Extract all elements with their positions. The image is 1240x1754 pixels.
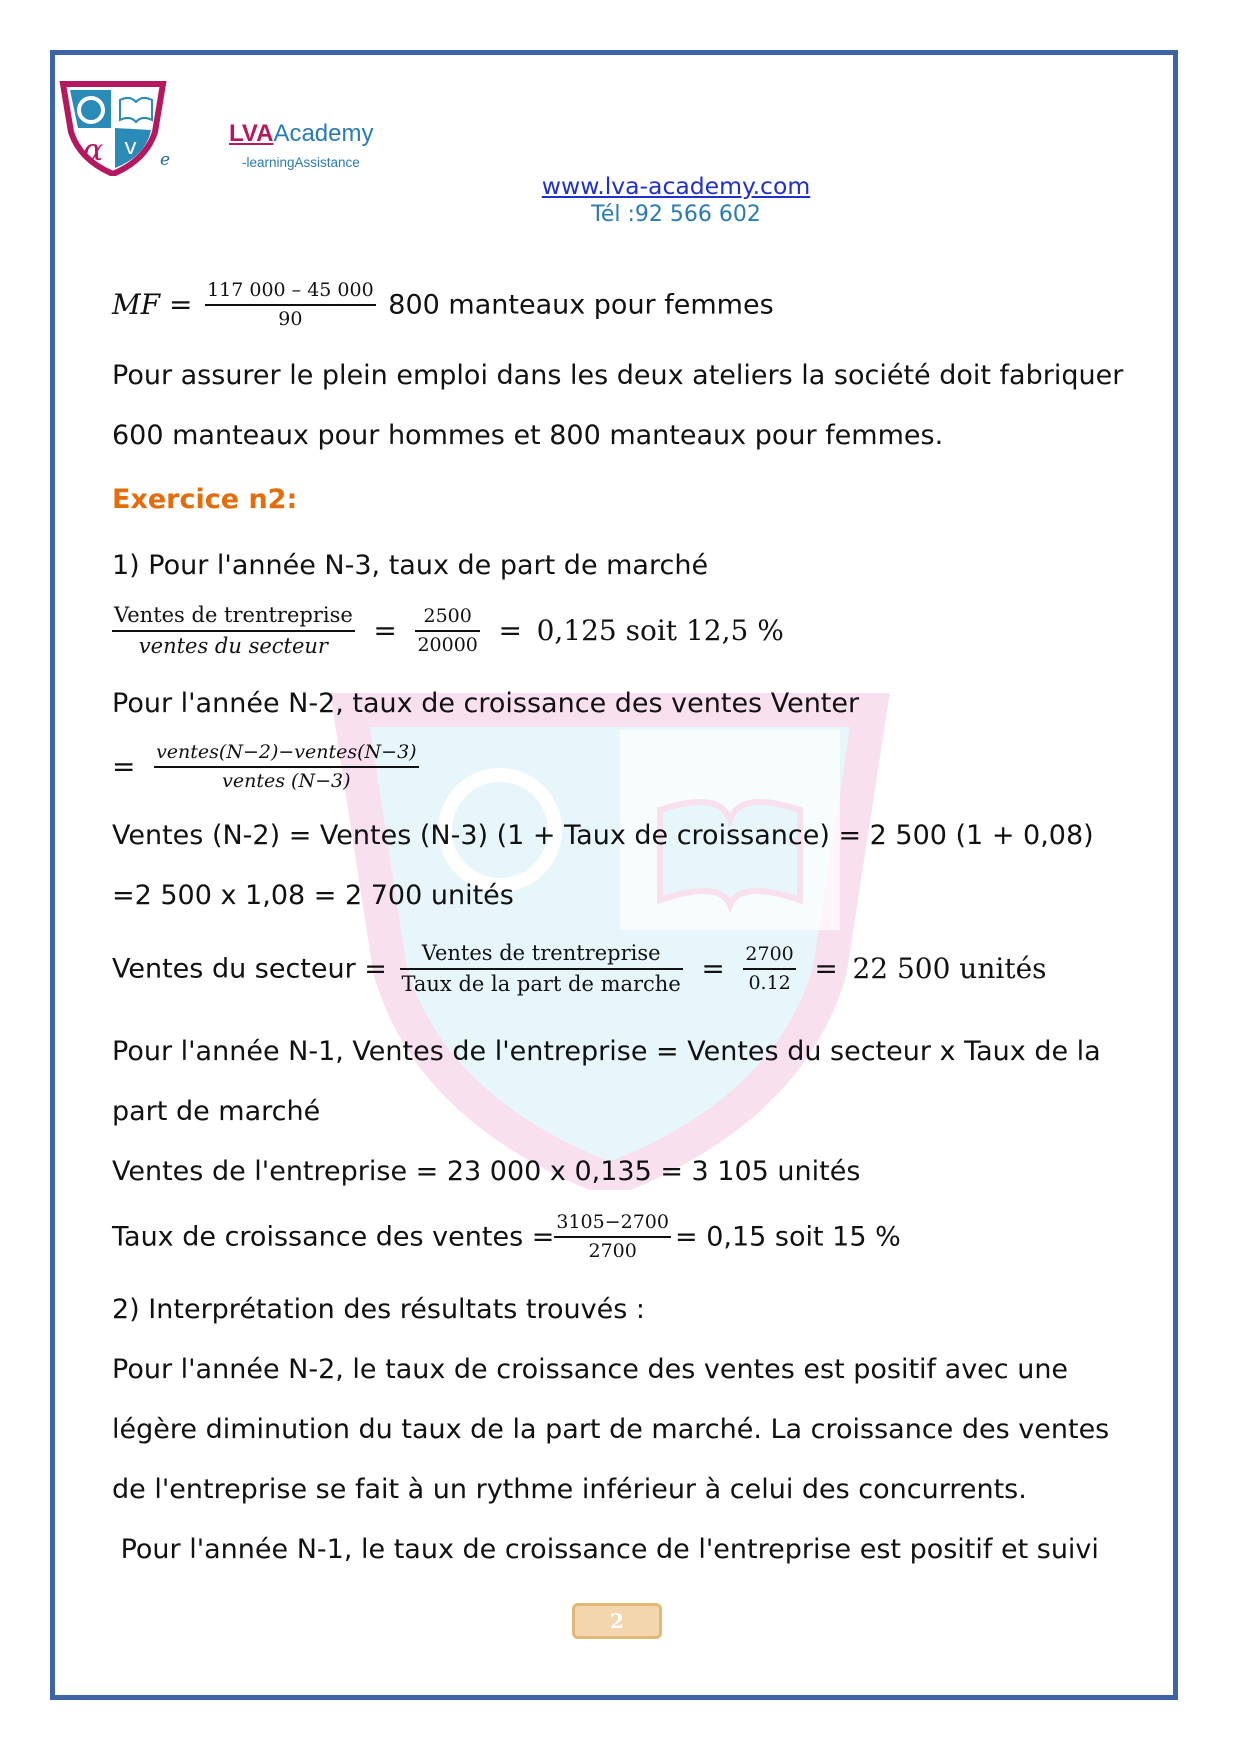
paragraph-line: =2 500 x 1,08 = 2 700 unités xyxy=(112,880,514,911)
mf-formula xyxy=(112,280,774,330)
sector-denominator: Taux de la part de marche xyxy=(401,972,681,997)
formula1-fraction xyxy=(112,604,355,658)
logo-letter: e xyxy=(160,150,171,170)
brand-academy: Academy xyxy=(273,120,374,147)
formula1b-fraction xyxy=(415,606,479,656)
market-share-formula xyxy=(112,604,784,658)
page-number: 2 xyxy=(572,1603,662,1639)
question-2: 2) Interprétation des résultats trouvés : xyxy=(112,1294,645,1325)
equals-sign: = xyxy=(701,952,725,986)
mf-result: 800 manteaux pour femmes xyxy=(388,289,774,321)
growth-numerator: 3105−2700 xyxy=(554,1212,671,1238)
equals-sign: = xyxy=(112,749,136,783)
lva-shield-logo xyxy=(58,80,171,176)
growth-rate-formula xyxy=(112,742,423,792)
question-1: 1) Pour l'année N-3, taux de part de marché xyxy=(112,550,709,581)
formula1-result: 0,125 soit 12,5 % xyxy=(536,614,784,648)
formula1b-denominator: 20000 xyxy=(417,634,478,657)
paragraph-line: Ventes de l'entreprise = 23 000 x 0,135 = 3 105 unités xyxy=(112,1156,861,1187)
sector2-numerator: 2700 xyxy=(743,944,795,970)
growth-denominator: 2700 xyxy=(588,1239,637,1262)
formula1-numerator: Ventes de trentreprise xyxy=(112,604,355,632)
mf-denominator: 90 xyxy=(278,307,303,330)
mf-numerator: 117 000 – 45 000 xyxy=(205,280,376,306)
brand-subtitle: -learningAssistance xyxy=(242,155,360,170)
paragraph-line: part de marché xyxy=(112,1096,321,1127)
website-link[interactable]: www.lva-academy.com xyxy=(541,172,811,200)
brand-lva: LVA xyxy=(229,120,274,147)
sector-fraction xyxy=(400,942,683,996)
equals-sign: = xyxy=(814,952,838,986)
brand-name xyxy=(229,120,373,148)
sector-sales-label: Ventes du secteur = xyxy=(112,953,387,985)
sector-numerator: Ventes de trentreprise xyxy=(400,942,683,970)
paragraph-line: Pour l'année N-1, Ventes de l'entreprise = Ventes du secteur x Taux de la xyxy=(112,1036,1101,1067)
svg-text:α: α xyxy=(83,133,104,168)
paragraph-line: Pour assurer le plein emploi dans les deux ateliers la société doit fabriquer xyxy=(112,360,1124,391)
growth-rate-result xyxy=(112,1212,901,1262)
sector-sales-formula xyxy=(112,942,1047,996)
exercise-title: Exercice n2: xyxy=(112,484,298,515)
mf-lhs: MF = xyxy=(112,287,193,321)
growth-label: Taux de croissance des ventes = xyxy=(112,1221,555,1253)
sector2-fraction xyxy=(743,944,795,994)
growth-fraction xyxy=(554,1212,671,1262)
telephone: Tél :92 566 602 xyxy=(591,202,761,227)
paragraph-line: Pour l'année N-2, le taux de croissance des ventes est positif avec une xyxy=(112,1354,1069,1385)
formula1-denominator: ventes du secteur xyxy=(138,634,328,659)
paragraph-line: Pour l'année N-2, taux de croissance des ventes Venter xyxy=(112,688,860,719)
formula1b-numerator: 2500 xyxy=(415,606,479,632)
formula2-fraction xyxy=(154,742,419,792)
sector2-denominator: 0.12 xyxy=(748,972,791,995)
paragraph-line: Ventes (N-2) = Ventes (N-3) (1 + Taux de croissance) = 2 500 (1 + 0,08) xyxy=(112,820,1094,851)
paragraph-line: de l'entreprise se fait à un rythme inférieur à celui des concurrents. xyxy=(112,1474,1027,1505)
svg-text:v: v xyxy=(124,135,138,160)
paragraph-line: 600 manteaux pour hommes et 800 manteaux pour femmes. xyxy=(112,420,944,451)
paragraph-line: légère diminution du taux de la part de marché. La croissance des ventes xyxy=(112,1414,1110,1445)
formula2-numerator: ventes(N−2)−ventes(N−3) xyxy=(154,742,419,768)
equals-sign: = xyxy=(373,614,397,648)
formula2-denominator: ventes (N−3) xyxy=(222,769,351,792)
growth-result: = 0,15 soit 15 % xyxy=(675,1221,901,1253)
sector-result: 22 500 unités xyxy=(852,952,1047,986)
paragraph-line: Pour l'année N-1, le taux de croissance de l'entreprise est positif et suivi xyxy=(112,1534,1099,1565)
mf-fraction xyxy=(205,280,376,330)
equals-sign: = xyxy=(498,614,522,648)
